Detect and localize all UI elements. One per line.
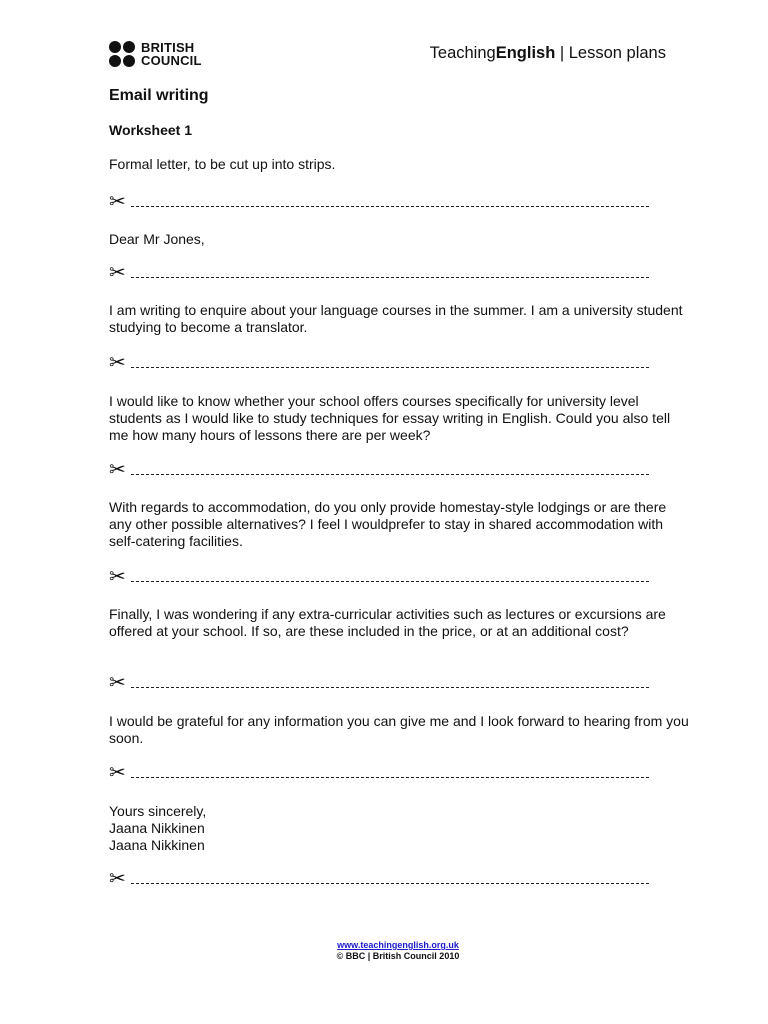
dashed-divider xyxy=(131,687,649,688)
cut-line xyxy=(109,191,649,213)
letter-strip-accommodation: With regards to accommodation, do you only provide homestay-style lodgings or are there any other possible alternatives? I feel I wouldprefer to stay in shared accommodation with self-catering facilities. xyxy=(109,499,667,549)
scissors-icon: ✂ xyxy=(109,459,126,481)
signature-name: Jaana Nikkinen xyxy=(109,837,205,853)
document-title: Email writing xyxy=(109,87,209,104)
cut-line xyxy=(109,868,649,890)
instructions-text: Formal letter, to be cut up into strips. xyxy=(109,156,336,172)
brand-suffix: | Lesson plans xyxy=(555,44,666,62)
cut-line xyxy=(109,566,649,588)
dashed-divider xyxy=(131,206,649,207)
scissors-icon: ✂ xyxy=(109,191,126,213)
dashed-divider xyxy=(131,277,649,278)
brand-bold: English xyxy=(495,44,556,62)
british-council-logo-icon xyxy=(109,41,135,67)
cut-line xyxy=(109,352,649,374)
copyright-text: © BBC | British Council 2010 xyxy=(336,951,460,961)
scissors-icon: ✂ xyxy=(109,262,126,284)
letter-strip-greeting: Dear Mr Jones, xyxy=(109,231,205,247)
cut-line xyxy=(109,762,649,784)
letter-strip-activities: Finally, I was wondering if any extra-curricular activities such as lectures or excursions are offered at your school. If so, are these included in the price, or at an additional cost? xyxy=(109,606,666,639)
teaching-english-header xyxy=(430,44,666,63)
scissors-icon: ✂ xyxy=(109,762,126,784)
scissors-icon: ✂ xyxy=(109,868,126,890)
dashed-divider xyxy=(131,883,649,884)
letter-strip-closing: I would be grateful for any information you can give me and I look forward to hearing from you soon. xyxy=(109,713,689,746)
letter-strip-signoff xyxy=(109,803,689,854)
dashed-divider xyxy=(131,474,649,475)
logo-line-2: COUNCIL xyxy=(141,53,202,68)
dashed-divider xyxy=(131,581,649,582)
letter-strip-intro: I am writing to enquire about your language courses in the summer. I am a university student studying to become a translator. xyxy=(109,302,683,335)
cut-line xyxy=(109,262,649,284)
worksheet-title: Worksheet 1 xyxy=(109,122,192,138)
scissors-icon: ✂ xyxy=(109,672,126,694)
british-council-logo xyxy=(109,41,202,67)
logo-line-1: BRITISH xyxy=(141,40,195,55)
brand-prefix: Teaching xyxy=(429,44,496,62)
letter-strip-courses: I would like to know whether your school offers courses specifically for university level students as I would like to study techniques for essay writing in English. Could you also tell me how many hours of lessons there are per week? xyxy=(109,393,671,443)
scissors-icon: ✂ xyxy=(109,566,126,588)
dashed-divider xyxy=(131,367,649,368)
cut-line xyxy=(109,459,649,481)
cut-line xyxy=(109,672,649,694)
scissors-icon: ✂ xyxy=(109,352,126,374)
page-footer xyxy=(0,940,768,962)
website-link[interactable]: www.teachingenglish.org.uk xyxy=(337,940,459,950)
dashed-divider xyxy=(131,777,649,778)
signoff-text: Yours sincerely, xyxy=(109,803,207,819)
signature-name: Jaana Nikkinen xyxy=(109,820,205,836)
